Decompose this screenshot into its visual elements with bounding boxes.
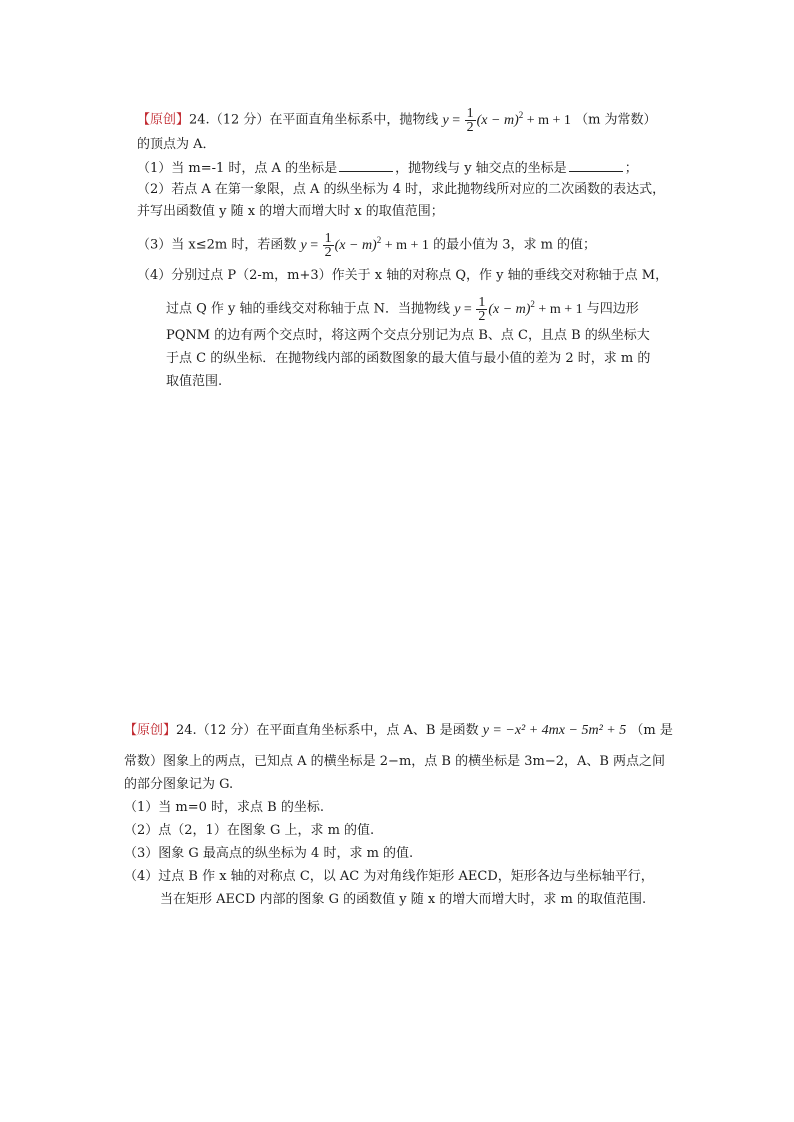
- q2-part-4-line-2: 当在矩形 AECD 内部的图象 G 的函数值 y 随 x 的增大而增大时，求 m 的取值范围.: [160, 892, 647, 907]
- q1-vertex-line: 的顶点为 A．: [137, 137, 216, 152]
- q1-formula: y = $\frac{1}{2}$ $(x - m)^2 + m + 1$: [442, 106, 571, 135]
- q2-formula: y = −x² + 4mx − 5m² + 5: [482, 723, 627, 738]
- q1-param-note: （m 为常数）: [575, 112, 657, 128]
- q1-part-4-line-3: PQNM 的边有两个交点时，将这两个交点分别记为点 B、点 C，且点 B 的纵坐标大: [166, 328, 650, 343]
- q2-param-note: （m 是: [630, 723, 673, 738]
- q1-tag: 【原创】: [137, 112, 190, 128]
- q1-part-3: （3）当 x≤2m 时，若函数 y = $\frac{1}{2}$ $(x - m)^2 + m + 1$ 的最小值为 3，求 m 的值；: [137, 231, 597, 260]
- q2-line-3: 的部分图象记为 G.: [124, 777, 234, 792]
- q1-part-2-line-2: 并写出函数值 y 随 x 的增大而增大时 x 的取值范围；: [137, 204, 444, 219]
- q1-part-4-line-1: （4）分别过点 P（2-m，m+3）作关于 x 轴的对称点 Q，作 y 轴的垂线交对称轴于点 M，: [137, 268, 669, 283]
- q2-part-4-line-1: （4）过点 B 作 x 轴的对称点 C，以 AC 为对角线作矩形 AECD，矩形各边与坐标轴平行，: [124, 869, 654, 884]
- q1-part-4-line-2: 过点 Q 作 y 轴的垂线交对称轴于点 N．当抛物线 y = $\frac{1}{2}$ $(x - m)^2 + m + 1$ 与四边形: [166, 295, 639, 324]
- answer-blank-2[interactable]: [569, 159, 623, 172]
- answer-blank-1[interactable]: [339, 159, 393, 172]
- q2-part-1: （1）当 m=0 时，求点 B 的坐标.: [124, 800, 324, 815]
- q2-header-line: [124, 722, 673, 740]
- q1-header-line: [137, 107, 657, 134]
- q2-part-3: （3）图象 G 最高点的纵坐标为 4 时，求 m 的值.: [124, 846, 414, 861]
- q1-part-4-line-4: 于点 C 的纵坐标．在抛物线内部的函数图象的最大值与最小值的差为 2 时，求 m 的: [166, 351, 651, 366]
- q2-header: 24.（12 分）在平面直角坐标系中，点 A、B 是函数: [176, 723, 479, 738]
- q1-part-4-formula: y = $\frac{1}{2}$ $(x - m)^2 + m + 1$: [454, 295, 583, 324]
- q2-line-2: 常数）图象上的两点，已知点 A 的横坐标是 2−m，点 B 的横坐标是 3m−2，A、B 两点之间: [124, 754, 666, 769]
- q1-part-3-formula: y = $\frac{1}{2}$ $(x - m)^2 + m + 1$: [300, 231, 429, 260]
- q1-part-1: （1）当 m=-1 时，点 A 的坐标是 ，抛物线与 y 轴交点的坐标是 ；: [137, 161, 638, 176]
- q1-part-2-line-1: （2）若点 A 在第一象限，点 A 的纵坐标为 4 时，求此抛物线所对应的二次函数的表达式，: [137, 182, 666, 197]
- q2-tag: 【原创】: [124, 723, 177, 738]
- q1-part-4-line-5: 取值范围.: [166, 374, 223, 389]
- q1-header: 24.（12 分）在平面直角坐标系中，抛物线: [189, 112, 439, 128]
- q2-part-2: （2）点（2，1）在图象 G 上，求 m 的值.: [124, 823, 375, 838]
